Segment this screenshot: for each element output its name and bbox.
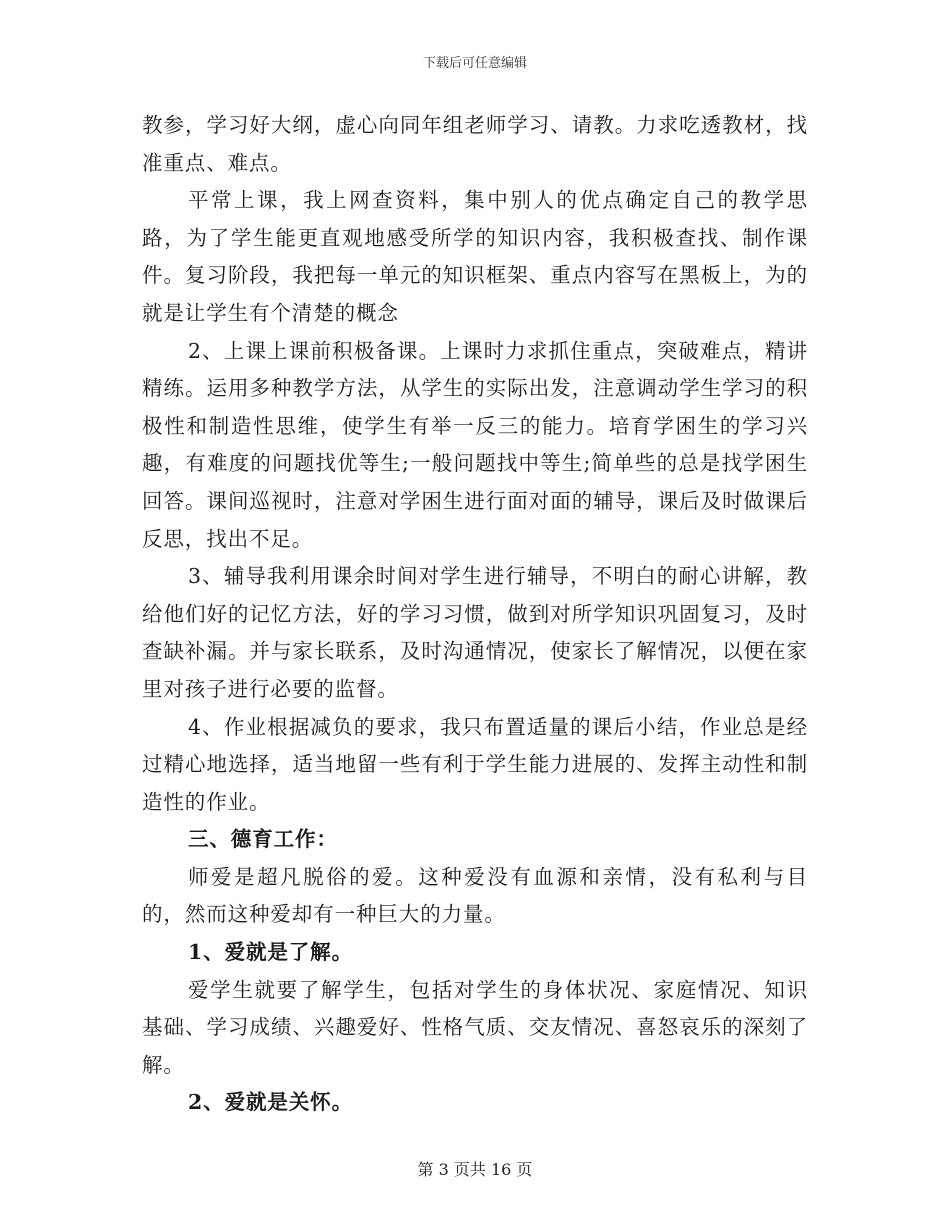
paragraph-4: 3、辅导我利用课余时间对学生进行辅导，不明白的耐心讲解，教给他们好的记忆方法，好的学习习惯，做到对所学知识巩固复习，及时查缺补漏。并与家长联系，及时沟通情况，使家长了解情况，以便在家里对孩子进行必要的监督。 bbox=[142, 564, 808, 701]
document-body bbox=[142, 107, 808, 1122]
page-header: 下载后可任意编辑 bbox=[422, 56, 527, 71]
paragraph-2: 平常上课，我上网查资料，集中别人的优点确定自己的教学思路，为了学生能更直观地感受所学的知识内容，我积极查找、制作课件。复习阶段，我把每一单元的知识框架、重点内容写在黑板上，为的就是让学生有个清楚的概念 bbox=[142, 188, 808, 325]
paragraph-9: 爱学生就要了解学生，包括对学生的身体状况、家庭情况、知识基础、学习成绩、兴趣爱好、性格气质、交友情况、喜怒哀乐的深刻了解。 bbox=[142, 977, 808, 1077]
paragraph-3: 2、上课上课前积极备课。上课时力求抓住重点，突破难点，精讲精练。运用多种教学方法，从学生的实际出发，注意调动学生学习的积极性和制造性思维，使学生有举一反三的能力。培育学困生的学习兴趣，有难度的问题找优等生;一般问题找中等生;简单些的总是找学困生回答。课间巡视时，注意对学困生进行面对面的辅导，课后及时做课后反思，找出不足。 bbox=[142, 338, 808, 551]
paragraph-1: 教参，学习好大纲，虚心向同年组老师学习、请教。力求吃透教材，找准重点、难点。 bbox=[142, 113, 808, 175]
paragraph-7: 师爱是超凡脱俗的爱。这种爱没有血源和亲情，没有私利与目的，然而这种爱却有一种巨大的力量。 bbox=[142, 864, 808, 927]
page-number: 第 3 页共 16 页 bbox=[417, 1160, 533, 1179]
paragraph-5: 4、作业根据减负的要求，我只布置适量的课后小结，作业总是经过精心地选择，适当地留一些有利于学生能力进展的、发挥主动性和制造性的作业。 bbox=[142, 714, 808, 814]
section-heading-moral-education: 三、德育工作： bbox=[188, 827, 338, 852]
subheading-love-is-understanding: 1、爱就是了解。 bbox=[188, 940, 353, 965]
subheading-love-is-care: 2、爱就是关怀。 bbox=[188, 1090, 353, 1115]
